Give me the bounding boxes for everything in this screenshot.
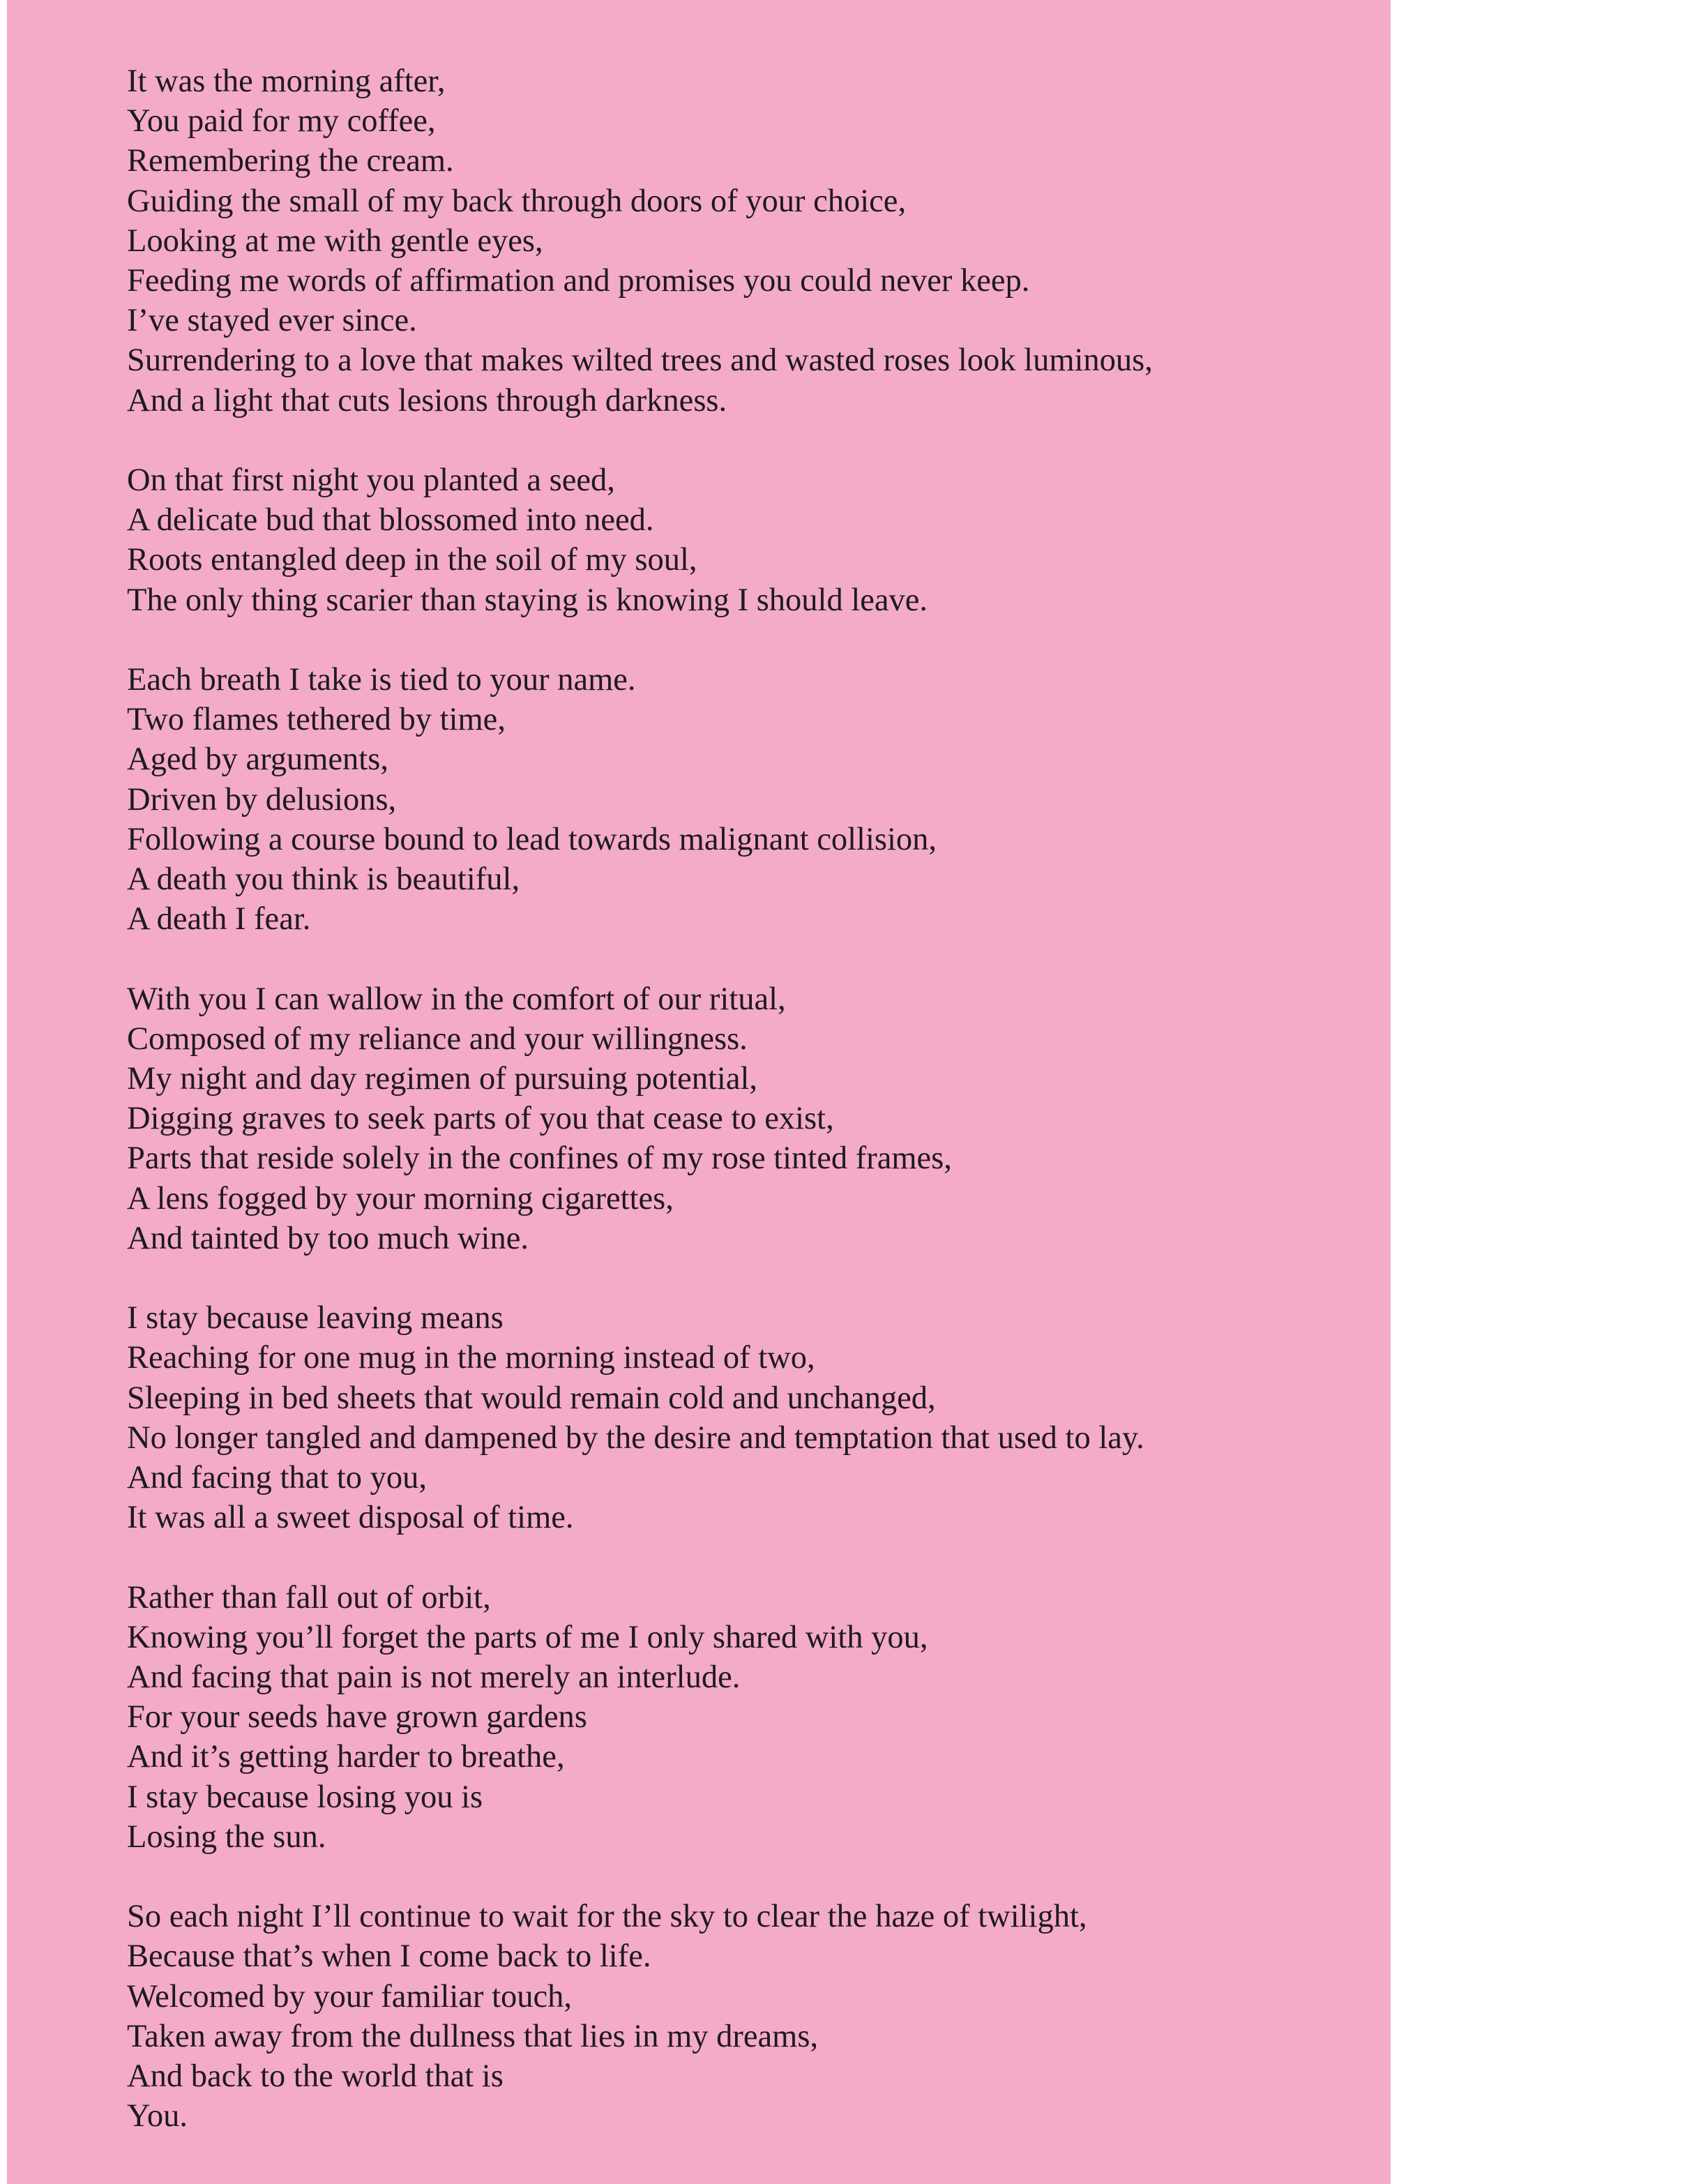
poem-line: A lens fogged by your morning cigarettes,: [127, 1180, 674, 1217]
poem-line: Welcomed by your familiar touch,: [127, 1978, 573, 2014]
poem-line: I stay because losing you is: [127, 1779, 483, 1815]
poem-line: You paid for my coffee,: [127, 103, 436, 140]
poem-line: Taken away from the dullness that lies in my dreams,: [127, 2018, 819, 2054]
poem-line: On that first night you planted a seed,: [127, 462, 615, 499]
stanza: [127, 1897, 1368, 2136]
poem-line: And a light that cuts lesions through darkness.: [127, 382, 727, 419]
poem-line: Knowing you’ll forget the parts of me I only shared with you,: [127, 1619, 928, 1655]
stanza: [127, 1298, 1368, 1537]
poem-line: Parts that reside solely in the confines of my rose tinted frames,: [127, 1140, 952, 1177]
poem-page: [7, 0, 1391, 2184]
poem-line: I stay because leaving means: [127, 1300, 504, 1336]
poem-line: Losing the sun.: [127, 1818, 326, 1855]
poem-line: And facing that to you,: [127, 1460, 428, 1496]
poem-line: Aged by arguments,: [127, 741, 388, 778]
poem-body: [127, 61, 1368, 2136]
poem-line: Roots entangled deep in the soil of my soul,: [127, 542, 697, 578]
poem-line: Sleeping in bed sheets that would remain cold and unchanged,: [127, 1380, 936, 1416]
poem-line: Looking at me with gentle eyes,: [127, 223, 543, 259]
poem-line: Remembering the cream.: [127, 143, 454, 179]
poem-line: And it’s getting harder to breathe,: [127, 1739, 565, 1775]
poem-line: Following a course bound to lead towards malignant collision,: [127, 821, 937, 857]
stanza: [127, 460, 1368, 620]
poem-line: Composed of my reliance and your willingness.: [127, 1021, 748, 1057]
poem-line: The only thing scarier than staying is knowing I should leave.: [127, 582, 928, 618]
poem-line: Driven by delusions,: [127, 781, 397, 818]
poem-line: And tainted by too much wine.: [127, 1220, 529, 1256]
stanza: [127, 660, 1368, 939]
poem-line: And back to the world that is: [127, 2058, 504, 2095]
poem-line: Because that’s when I come back to life.: [127, 1938, 651, 1975]
poem-line: Rather than fall out of orbit,: [127, 1579, 491, 1616]
poem-line: Feeding me words of affirmation and promises you could never keep.: [127, 263, 1030, 299]
poem-line: Guiding the small of my back through doors of your choice,: [127, 183, 907, 219]
poem-line: I’ve stayed ever since.: [127, 303, 417, 339]
poem-line: A delicate bud that blossomed into need.: [127, 502, 654, 539]
poem-line: It was all a sweet disposal of time.: [127, 1500, 574, 1536]
poem-line: You.: [127, 2098, 188, 2134]
stanza: [127, 1578, 1368, 1857]
poem-line: Digging graves to seek parts of you that cease to exist,: [127, 1101, 834, 1137]
poem-line: Surrendering to a love that makes wilted trees and wasted roses look luminous,: [127, 342, 1153, 379]
stanza: [127, 61, 1368, 421]
poem-line: No longer tangled and dampened by the desire and temptation that used to lay.: [127, 1419, 1144, 1456]
poem-line: Two flames tethered by time,: [127, 702, 506, 738]
poem-line: And facing that pain is not merely an interlude.: [127, 1659, 741, 1696]
poem-line: A death I fear.: [127, 901, 311, 937]
poem-line: My night and day regimen of pursuing potential,: [127, 1061, 758, 1097]
poem-line: So each night I’ll continue to wait for the sky to clear the haze of twilight,: [127, 1899, 1087, 1935]
poem-line: With you I can wallow in the comfort of our ritual,: [127, 981, 786, 1017]
poem-line: For your seeds have grown gardens: [127, 1699, 587, 1735]
poem-line: Each breath I take is tied to your name.: [127, 662, 636, 698]
poem-line: It was the morning after,: [127, 63, 446, 99]
stanza: [127, 979, 1368, 1258]
poem-line: A death you think is beautiful,: [127, 861, 520, 898]
poem-line: Reaching for one mug in the morning instead of two,: [127, 1340, 815, 1376]
